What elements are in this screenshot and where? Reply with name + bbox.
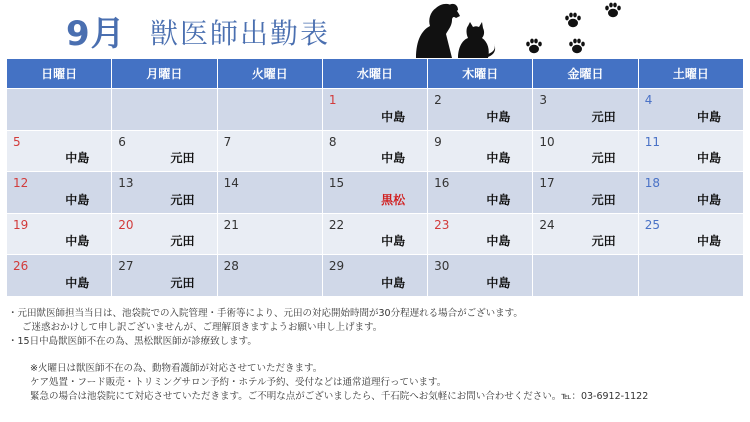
calendar-day-cell bbox=[638, 130, 743, 172]
note-line: ※火曜日は獣医師不在の為、動物看護師が対応させていただきます。 bbox=[30, 363, 323, 374]
calendar-week-row bbox=[7, 255, 744, 297]
weekday-header: 日曜日 bbox=[7, 59, 112, 89]
weekday-header: 木曜日 bbox=[428, 59, 533, 89]
calendar-day-cell bbox=[533, 255, 638, 297]
doctor-name: 中島 bbox=[486, 192, 511, 207]
doctor-name: 中島 bbox=[486, 109, 511, 124]
day-number: 23 bbox=[434, 217, 450, 232]
doctor-name: 中島 bbox=[696, 109, 721, 124]
day-number: 29 bbox=[328, 259, 345, 273]
calendar-day-cell bbox=[217, 213, 322, 255]
day-number: 6 bbox=[118, 134, 126, 149]
note-line: ご迷惑おかけして申し訳ございませんが、ご理解頂きますようお願い申し上げます。 bbox=[22, 322, 383, 333]
calendar-day-cell bbox=[217, 130, 322, 172]
calendar-week-row bbox=[7, 213, 744, 255]
note-line: ・15日中島獣医師不在の為、黒松獣医師が診療致します。 bbox=[8, 336, 257, 347]
calendar-day-cell bbox=[638, 255, 743, 297]
paw-print-icon bbox=[524, 36, 544, 56]
weekday-header-row bbox=[7, 59, 744, 89]
day-number: 7 bbox=[223, 134, 232, 149]
calendar-week-row bbox=[7, 172, 744, 214]
calendar-day-cell bbox=[7, 255, 112, 297]
doctor-name: 元田 bbox=[591, 151, 616, 165]
calendar-day-cell bbox=[112, 255, 217, 297]
doctor-name: 元田 bbox=[170, 275, 195, 290]
doctor-name: 中島 bbox=[486, 151, 511, 165]
calendar-day-cell bbox=[428, 172, 533, 214]
calendar-day-cell bbox=[112, 130, 217, 172]
doctor-name: 中島 bbox=[381, 275, 406, 290]
doctor-name: 中島 bbox=[65, 275, 90, 290]
doctor-name: 黒松 bbox=[381, 192, 406, 207]
calendar-day-cell bbox=[638, 89, 743, 131]
calendar-day-cell bbox=[533, 172, 638, 214]
day-number: 9 bbox=[434, 134, 442, 149]
doctor-name: 中島 bbox=[486, 234, 511, 248]
doctor-name: 中島 bbox=[381, 151, 406, 165]
calendar-day-cell bbox=[428, 130, 533, 172]
doctor-name: 中島 bbox=[486, 275, 511, 290]
notes-section bbox=[8, 307, 744, 349]
day-number: 28 bbox=[223, 259, 239, 273]
doctor-name: 中島 bbox=[381, 234, 406, 248]
month-label: 9月 bbox=[66, 14, 126, 54]
day-number: 5 bbox=[13, 134, 21, 149]
tuesday-notes-section bbox=[30, 362, 744, 404]
calendar-day-cell bbox=[322, 213, 427, 255]
day-number: 19 bbox=[13, 217, 29, 232]
doctor-name: 元田 bbox=[591, 109, 616, 124]
day-number: 27 bbox=[118, 259, 134, 273]
weekday-header: 土曜日 bbox=[638, 59, 743, 89]
weekday-header: 月曜日 bbox=[112, 59, 217, 89]
day-number: 1 bbox=[328, 93, 337, 107]
calendar-day-cell bbox=[638, 213, 743, 255]
day-number: 15 bbox=[328, 176, 345, 190]
doctor-name: 元田 bbox=[170, 234, 195, 248]
calendar-day-cell bbox=[533, 89, 638, 131]
doctor-name: 中島 bbox=[696, 234, 721, 248]
calendar-day-cell bbox=[217, 172, 322, 214]
day-number: 4 bbox=[644, 93, 653, 107]
calendar-day-cell bbox=[7, 213, 112, 255]
calendar-day-cell bbox=[322, 172, 427, 214]
note-line: ケア処置・フード販売・トリミングサロン予約・ホテル予約、受付などは通常道理行っています。 bbox=[30, 377, 447, 388]
day-number: 10 bbox=[539, 134, 555, 149]
attendance-calendar bbox=[6, 58, 744, 297]
doctor-name: 中島 bbox=[696, 192, 721, 207]
calendar-day-cell bbox=[112, 172, 217, 214]
day-number: 8 bbox=[328, 134, 337, 149]
doctor-name: 元田 bbox=[591, 192, 616, 207]
calendar-day-cell bbox=[428, 89, 533, 131]
paw-print-icon bbox=[567, 36, 587, 56]
calendar-day-cell bbox=[217, 89, 322, 131]
day-number: 20 bbox=[118, 217, 134, 232]
calendar-day-cell bbox=[428, 255, 533, 297]
calendar-day-cell bbox=[217, 255, 322, 297]
day-number: 30 bbox=[434, 259, 450, 273]
day-number: 2 bbox=[434, 93, 442, 107]
header bbox=[0, 0, 750, 58]
calendar-day-cell bbox=[322, 130, 427, 172]
calendar-day-cell bbox=[112, 213, 217, 255]
calendar-day-cell bbox=[7, 130, 112, 172]
note-line: 緊急の場合は池袋院にて対応させていただきます。ご不明な点がございましたら、千石院へお気軽にお問い合わせください。℡：03-6912-1122 bbox=[30, 391, 649, 402]
calendar-day-cell bbox=[322, 255, 427, 297]
day-number: 17 bbox=[539, 176, 555, 190]
day-number: 25 bbox=[644, 217, 660, 232]
doctor-name: 元田 bbox=[170, 151, 195, 165]
paw-print-icon bbox=[603, 0, 623, 20]
weekday-header: 水曜日 bbox=[322, 59, 427, 89]
calendar-day-cell bbox=[322, 89, 427, 131]
note-line: ・元田獣医師担当当日は、池袋院での入院管理・手術等により、元田の対応開始時間が30分程遅れる場合がございます。 bbox=[8, 308, 523, 319]
day-number: 16 bbox=[434, 176, 450, 190]
doctor-name: 中島 bbox=[65, 192, 90, 207]
calendar-day-cell bbox=[533, 213, 638, 255]
day-number: 11 bbox=[644, 134, 660, 149]
day-number: 18 bbox=[644, 176, 660, 190]
day-number: 24 bbox=[539, 217, 555, 232]
doctor-name: 中島 bbox=[381, 109, 406, 124]
day-number: 14 bbox=[223, 176, 239, 190]
doctor-name: 中島 bbox=[65, 151, 90, 165]
dog-and-cat-silhouette-icon bbox=[408, 0, 498, 58]
calendar-day-cell bbox=[7, 89, 112, 131]
calendar-day-cell bbox=[7, 172, 112, 214]
day-number: 12 bbox=[13, 176, 29, 190]
day-number: 3 bbox=[539, 93, 548, 107]
weekday-header: 火曜日 bbox=[217, 59, 322, 89]
calendar-day-cell bbox=[112, 89, 217, 131]
day-number: 13 bbox=[118, 176, 134, 190]
doctor-name: 中島 bbox=[696, 151, 721, 165]
weekday-header: 金曜日 bbox=[533, 59, 638, 89]
doctor-name: 元田 bbox=[170, 192, 195, 207]
calendar-day-cell bbox=[533, 130, 638, 172]
day-number: 21 bbox=[223, 217, 239, 232]
day-number: 26 bbox=[13, 259, 29, 273]
page-title: 獣医師出勤表 bbox=[150, 17, 331, 50]
calendar-week-row bbox=[7, 130, 744, 172]
calendar-day-cell bbox=[638, 172, 743, 214]
calendar-week-row bbox=[7, 89, 744, 131]
doctor-name: 中島 bbox=[65, 234, 90, 248]
calendar-day-cell bbox=[428, 213, 533, 255]
doctor-name: 元田 bbox=[591, 234, 616, 248]
day-number: 22 bbox=[328, 217, 345, 232]
paw-print-icon bbox=[563, 10, 583, 30]
